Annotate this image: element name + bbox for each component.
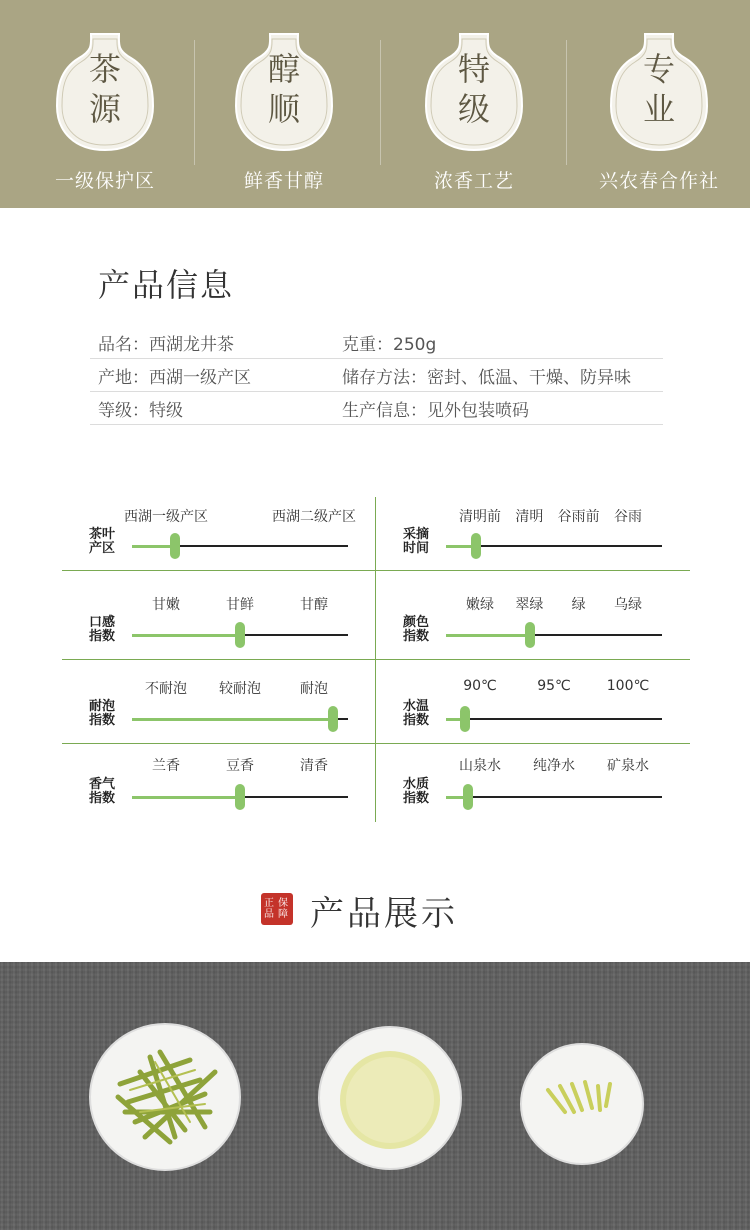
index-fill [132, 634, 240, 637]
index-option: 兰香 [152, 758, 180, 774]
feature-band [0, 0, 750, 208]
index-label-line: 指数 [402, 713, 429, 728]
index-fill [132, 545, 175, 548]
index-option: 绿 [571, 597, 586, 613]
index-label [86, 528, 118, 556]
grid-divider [62, 659, 690, 660]
index-option: 清香 [300, 758, 328, 774]
index-label-line: 时间 [402, 541, 429, 556]
index-label [86, 778, 118, 806]
index-label [400, 528, 432, 556]
grid-divider [62, 570, 690, 571]
index-option: 山泉水 [459, 758, 501, 774]
info-name: 品名：西湖龙井茶 [98, 335, 234, 355]
feature-mellow [191, 0, 377, 208]
index-option: 嫩绿 [466, 597, 494, 613]
index-option: 不耐泡 [145, 681, 187, 697]
info-storage: 储存方法：密封、低温、干燥、防异味 [342, 368, 631, 388]
vase-emblem [232, 28, 336, 154]
index-label-line: 水温 [402, 699, 429, 714]
index-option: 豆香 [226, 758, 254, 774]
index-label-line: 颜色 [402, 615, 429, 630]
index-option: 西湖二级产区 [272, 509, 356, 525]
index-label-line: 指数 [88, 713, 115, 728]
index-knob [463, 784, 473, 810]
index-option: 甘醇 [300, 597, 328, 613]
index-fill [132, 796, 240, 799]
index-track [446, 796, 662, 798]
index-knob [235, 784, 245, 810]
index-option: 矿泉水 [607, 758, 649, 774]
feature-char: 级 [457, 90, 490, 128]
index-label [86, 700, 118, 728]
index-fill [132, 718, 333, 721]
index-label [400, 616, 432, 644]
index-label-line: 口感 [88, 615, 115, 630]
grid-divider [62, 743, 690, 744]
info-origin: 产地：西湖一级产区 [98, 368, 251, 388]
index-option: 翠绿 [515, 597, 544, 613]
index-knob [328, 706, 338, 732]
info-production: 生产信息：见外包装喷码 [342, 401, 529, 421]
info-weight: 克重：250g [342, 335, 437, 355]
product-photo [0, 962, 750, 1230]
feature-caption: 兴农春合作社 [598, 170, 719, 192]
index-option: 西湖一级产区 [124, 509, 208, 525]
info-row [90, 359, 663, 392]
index-knob [170, 533, 180, 559]
authentic-seal-icon [261, 893, 293, 925]
index-label-line: 产区 [88, 541, 115, 556]
index-label-line: 指数 [402, 791, 429, 806]
index-label [86, 616, 118, 644]
index-label [400, 778, 432, 806]
index-track [446, 718, 662, 720]
info-row [90, 326, 663, 359]
feature-tea-source [12, 0, 198, 208]
index-label [400, 700, 432, 728]
index-label-line: 水质 [402, 777, 429, 792]
feature-char: 业 [642, 90, 675, 128]
index-label-line: 采摘 [402, 527, 429, 542]
info-row [90, 392, 663, 425]
feature-professional [566, 0, 750, 208]
info-grade: 等级：特级 [98, 401, 183, 421]
index-label-line: 茶叶 [88, 527, 115, 542]
vase-emblem [422, 28, 526, 154]
index-option: 95℃ [537, 678, 571, 694]
index-knob [525, 622, 535, 648]
index-option: 90℃ [463, 678, 497, 694]
product-info-title: 产品信息 [98, 266, 235, 304]
vase-emblem [53, 28, 157, 154]
index-option: 清明前 [459, 509, 501, 525]
index-knob [460, 706, 470, 732]
index-option: 100℃ [606, 678, 650, 694]
feature-char: 专 [642, 50, 675, 88]
feature-caption: 一级保护区 [54, 170, 155, 192]
index-label-line: 指数 [88, 629, 115, 644]
index-label-line: 指数 [402, 629, 429, 644]
feature-char: 源 [88, 90, 121, 128]
seal-text: 正品 [264, 898, 274, 920]
feature-caption: 浓香工艺 [433, 170, 514, 192]
index-label-line: 指数 [88, 791, 115, 806]
feature-char: 醇 [267, 50, 300, 88]
product-display-title: 产品展示 [310, 894, 458, 934]
feature-char: 特 [457, 50, 490, 88]
feature-caption: 鲜香甘醇 [243, 170, 324, 192]
seal-text: 保障 [278, 898, 288, 920]
index-option: 谷雨 [614, 509, 642, 525]
feature-grade [381, 0, 567, 208]
index-option: 乌绿 [614, 597, 642, 613]
index-option: 甘嫩 [152, 597, 180, 613]
feature-char: 顺 [267, 90, 300, 128]
index-option: 谷雨前 [557, 509, 600, 525]
index-option: 耐泡 [300, 681, 328, 697]
index-fill [446, 634, 530, 637]
index-knob [471, 533, 481, 559]
index-label-line: 香气 [88, 777, 115, 792]
feature-char: 茶 [88, 50, 121, 88]
index-option: 纯净水 [533, 758, 575, 774]
index-option: 甘鲜 [226, 597, 254, 613]
index-option: 清明 [515, 509, 544, 525]
index-label-line: 耐泡 [88, 699, 115, 714]
index-knob [235, 622, 245, 648]
vase-emblem [607, 28, 711, 154]
index-option: 较耐泡 [219, 681, 261, 697]
